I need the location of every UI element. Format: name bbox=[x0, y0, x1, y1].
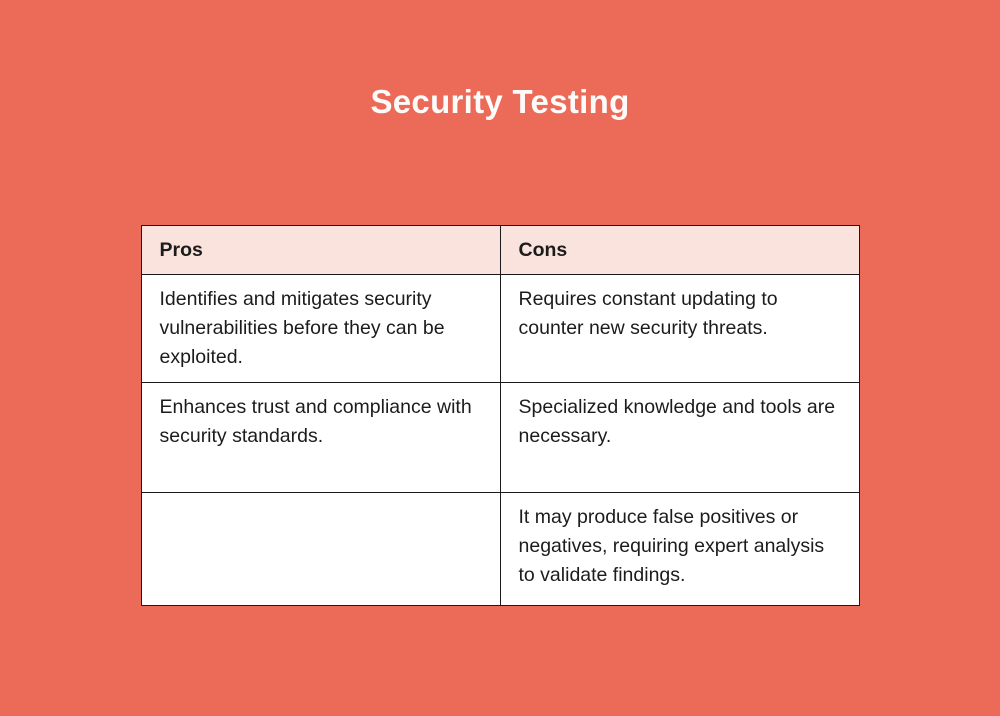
table-row bbox=[141, 493, 859, 606]
pros-cons-table bbox=[141, 225, 860, 606]
pros-cell-2: Enhances trust and compliance with security standards. bbox=[141, 383, 500, 493]
page-title: Security Testing bbox=[370, 83, 630, 120]
pros-cell-1: Identifies and mitigates security vulnerabilities before they can be exploited. bbox=[141, 275, 500, 383]
header-cell-pros: Pros bbox=[141, 226, 500, 275]
cons-cell-3: It may produce false positives or negatives, requiring expert analysis to validate findings. bbox=[500, 493, 859, 606]
table-row bbox=[141, 383, 859, 493]
table-header-row bbox=[141, 226, 859, 275]
pros-cell-3-empty bbox=[141, 493, 500, 606]
cons-cell-1: Requires constant updating to counter new security threats. bbox=[500, 275, 859, 383]
pros-cons-table-container bbox=[141, 225, 860, 606]
header-cell-cons: Cons bbox=[500, 226, 859, 275]
table-row bbox=[141, 275, 859, 383]
cons-cell-2: Specialized knowledge and tools are necessary. bbox=[500, 383, 859, 493]
